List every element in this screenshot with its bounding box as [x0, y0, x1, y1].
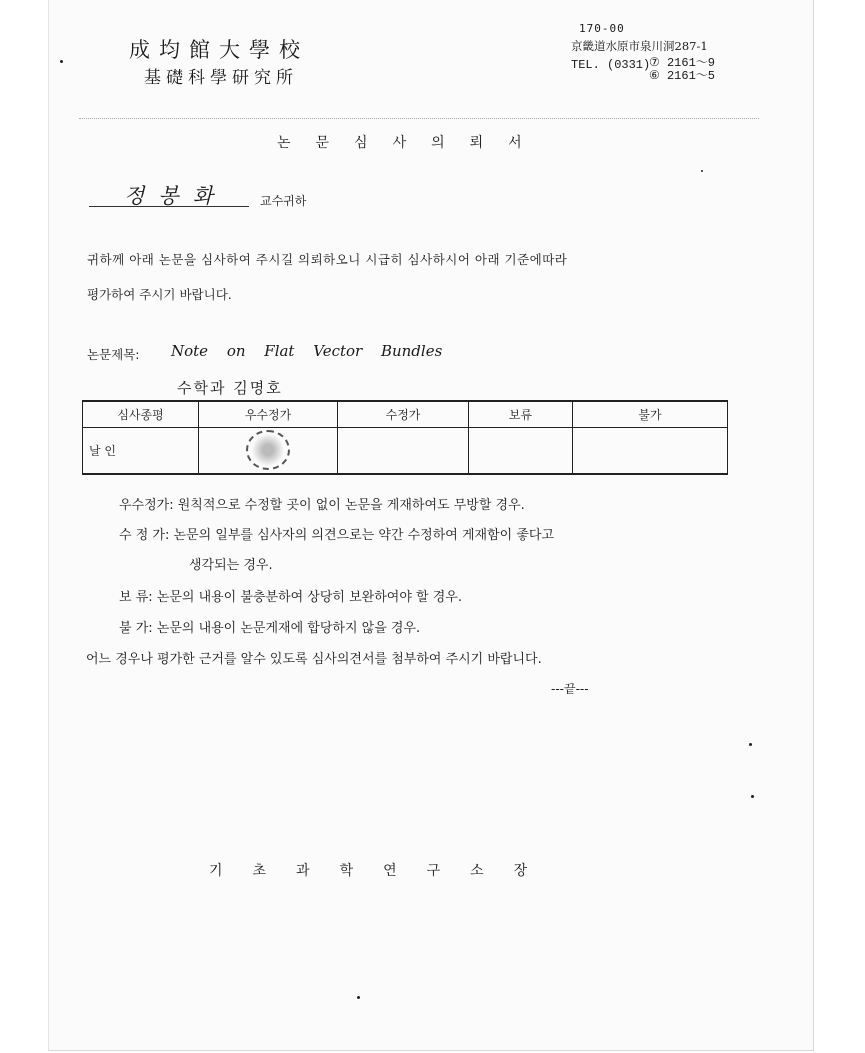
- seal-cell-reject: [573, 428, 728, 475]
- review-table: [82, 400, 728, 475]
- tel-line-1: ⑦ 2161～9: [649, 56, 715, 70]
- paper-author: 수학과 김명호: [177, 379, 283, 397]
- scan-speck: [357, 996, 360, 999]
- criterion-reject: 불 가: 논문의 내용이 논문게재에 합당하지 않을 경우.: [119, 621, 421, 636]
- scan-speck: [751, 795, 754, 798]
- review-header-revise: 수정가: [338, 401, 469, 428]
- body-line-1: 귀하께 아래 논문을 심사하여 주시길 의뢰하오니 시급히 심사하시어 아래 기준에따라: [87, 252, 568, 267]
- document-title: 논문심사의뢰서: [277, 135, 547, 151]
- end-mark: ---끝---: [551, 682, 589, 696]
- recipient-name: 정봉화: [124, 184, 227, 208]
- criterion-revise: 수 정 가: 논문의 일부를 심사자의 의견으로는 약간 수정하여 게재함이 좋다고: [119, 528, 555, 543]
- review-header-reject: 불가: [573, 401, 728, 428]
- reviewer-seal-stamp: [246, 430, 290, 470]
- seal-cell-revise: [338, 428, 469, 475]
- postal-code: 170-00: [579, 22, 625, 35]
- seal-cell-excellent: [199, 428, 338, 475]
- review-header-excellent: 우수정가: [199, 401, 338, 428]
- note-line: 어느 경우나 평가한 근거를 알수 있도록 심사의견서를 첨부하여 주시기 바랍니다.: [86, 652, 542, 667]
- review-header-overall: 심사종평: [83, 401, 199, 428]
- address: 京畿道水原市泉川洞287-1: [571, 39, 708, 53]
- institute-name: 基礎科學研究所: [144, 68, 298, 88]
- criterion-excellent: 우수정가: 원칙적으로 수정할 곳이 없이 논문을 게재하여도 무방할 경우.: [119, 498, 525, 513]
- seal-row-label: 날 인: [83, 428, 199, 475]
- recipient-underline: [89, 206, 249, 207]
- criterion-revise-cont: 생각되는 경우.: [189, 558, 273, 573]
- divider: [79, 118, 759, 119]
- director-signature-line: 기초과학연구소장: [209, 863, 558, 879]
- seal-cell-hold: [469, 428, 573, 475]
- paper-title: Note on Flat Vector Bundles: [171, 342, 443, 360]
- scan-speck: [749, 743, 752, 746]
- body-line-2: 평가하여 주시기 바랍니다.: [87, 287, 232, 302]
- document-page: [48, 0, 814, 1051]
- scan-speck: [701, 170, 703, 172]
- paper-title-label: 논문제목:: [87, 347, 140, 362]
- tel-line-2: ⑥ 2161～5: [649, 69, 715, 83]
- scan-speck: [60, 60, 63, 63]
- recipient-honorific: 교수귀하: [260, 194, 307, 208]
- tel-label: TEL. (0331): [571, 58, 651, 72]
- review-header-hold: 보류: [469, 401, 573, 428]
- review-table-seal-row: [83, 428, 728, 475]
- review-table-header-row: [83, 401, 728, 428]
- university-name: 成均館大學校: [129, 38, 309, 62]
- criterion-hold: 보 류: 논문의 내용이 불충분하여 상당히 보완하여야 할 경우.: [119, 590, 462, 605]
